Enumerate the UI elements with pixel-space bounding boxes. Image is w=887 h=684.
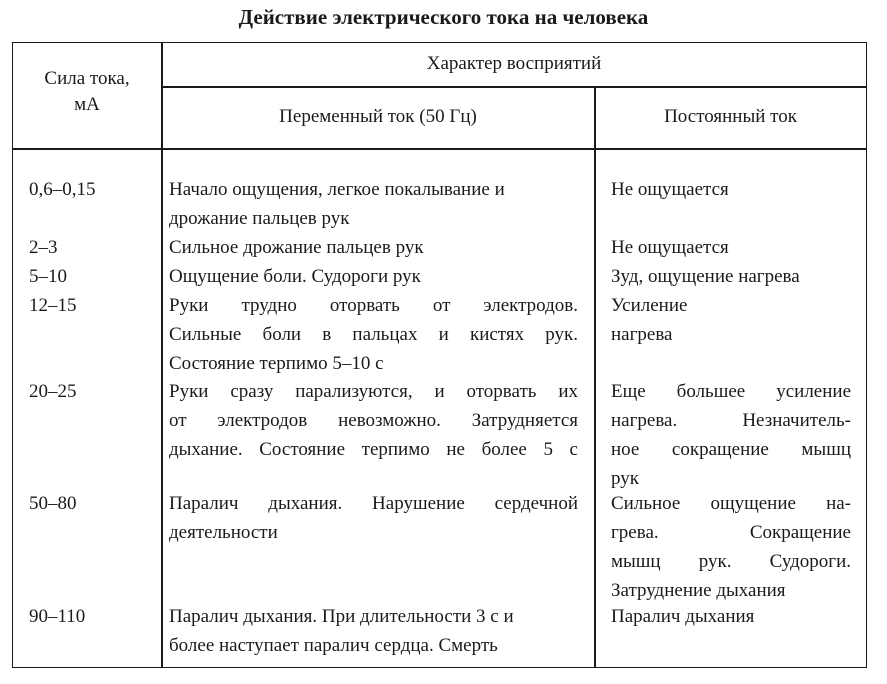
current-cell bbox=[29, 233, 159, 262]
dc-cell bbox=[611, 233, 851, 262]
header-divider-top bbox=[161, 86, 867, 88]
current-value: 2–3 bbox=[29, 237, 58, 258]
header-current bbox=[14, 66, 160, 118]
dc-line: Зуд, ощущение нагрева bbox=[611, 266, 800, 287]
header-ac: Переменный ток (50 Гц) bbox=[279, 106, 477, 127]
header-dc: Постоянный ток bbox=[664, 106, 797, 127]
current-cell bbox=[29, 291, 159, 320]
ac-line: Паралич дыхания. При длительности 3 с и bbox=[169, 606, 514, 627]
ac-line: деятельности bbox=[169, 522, 278, 543]
dc-line: мышц рук. Судороги. bbox=[611, 551, 851, 572]
ac-cell bbox=[169, 291, 578, 378]
dc-line: Усиление bbox=[611, 295, 688, 316]
ac-line: более наступает паралич сердца. Смерть bbox=[169, 635, 498, 656]
current-value: 50–80 bbox=[29, 493, 77, 514]
dc-line: нагрева bbox=[611, 324, 673, 345]
dc-cell bbox=[611, 377, 851, 493]
ac-cell bbox=[169, 489, 578, 547]
dc-cell bbox=[611, 602, 851, 631]
current-value: 90–110 bbox=[29, 606, 86, 627]
ac-line: Паралич дыхания. Нарушение сердечной bbox=[169, 493, 578, 514]
ac-line: дрожание пальцев рук bbox=[169, 208, 350, 229]
current-cell bbox=[29, 377, 159, 406]
dc-line: Не ощущается bbox=[611, 179, 729, 200]
ac-cell bbox=[169, 233, 579, 262]
header-divider-bottom bbox=[12, 148, 867, 150]
ac-line: дыхание. Состояние терпимо не более 5 с bbox=[169, 439, 578, 460]
ac-cell bbox=[169, 377, 578, 464]
current-value: 20–25 bbox=[29, 381, 77, 402]
ac-line: от электродов невозможно. Затрудняется bbox=[169, 410, 578, 431]
dc-cell bbox=[611, 291, 851, 349]
current-value: 0,6–0,15 bbox=[29, 179, 96, 200]
dc-line: рук bbox=[611, 468, 639, 489]
ac-line: Сильные боли в пальцах и кистях рук. bbox=[169, 324, 578, 345]
dc-line: нагрева. Незначитель- bbox=[611, 410, 851, 431]
ac-line: Руки трудно оторвать от электродов. bbox=[169, 295, 578, 316]
ac-line: Начало ощущения, легкое покалывание и bbox=[169, 179, 505, 200]
header-current-line-2: мА bbox=[74, 94, 100, 115]
current-cell bbox=[29, 262, 159, 291]
current-cell bbox=[29, 602, 159, 631]
ac-cell bbox=[169, 602, 589, 660]
current-value: 5–10 bbox=[29, 266, 67, 287]
ac-line: Руки сразу парализуются, и оторвать их bbox=[169, 381, 578, 402]
dc-line: Еще большее усиление bbox=[611, 381, 851, 402]
ac-line: Сильное дрожание пальцев рук bbox=[169, 237, 424, 258]
dc-line: Не ощущается bbox=[611, 237, 729, 258]
dc-cell bbox=[611, 175, 851, 204]
dc-line: Сильное ощущение на- bbox=[611, 493, 851, 514]
current-value: 12–15 bbox=[29, 295, 77, 316]
ac-line: Ощущение боли. Судороги рук bbox=[169, 266, 421, 287]
dc-line: ное сокращение мышц bbox=[611, 439, 851, 460]
dc-line: Затруднение дыхания bbox=[611, 580, 786, 601]
ac-line: Состояние терпимо 5–10 с bbox=[169, 353, 384, 374]
column-divider-1 bbox=[161, 42, 163, 668]
ac-cell bbox=[169, 175, 579, 233]
dc-line: Паралич дыхания bbox=[611, 606, 755, 627]
current-cell bbox=[29, 489, 159, 518]
dc-line: грева. Сокращение bbox=[611, 522, 851, 543]
column-divider-2 bbox=[594, 87, 596, 668]
page-title: Действие электрического тока на человека bbox=[238, 5, 649, 29]
dc-cell bbox=[611, 262, 851, 291]
header-perception: Характер восприятий bbox=[426, 53, 602, 74]
dc-cell bbox=[611, 489, 851, 605]
header-current-line-1: Сила тока, bbox=[44, 68, 130, 89]
current-cell bbox=[29, 175, 159, 204]
ac-cell bbox=[169, 262, 579, 291]
